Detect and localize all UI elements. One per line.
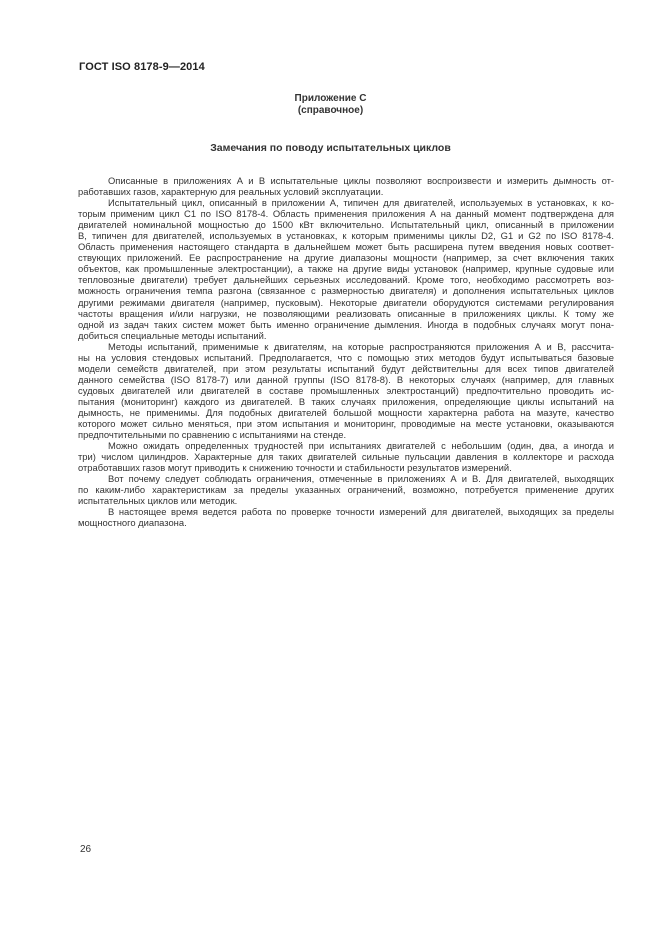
paragraph <box>78 197 614 341</box>
text-line: пытания (мониторинг) каждого из двигателей. В таких случаях приложения, определяющие циклы испытаний на <box>78 395 614 407</box>
section-title: Замечания по поводу испытательных циклов <box>210 142 451 154</box>
text-line: отработавших газов могут приводить к снижению точности и стабильности результатов измерений. <box>78 462 512 474</box>
text-line: Методы испытаний, применимые к двигателям, на которые распространяются приложения А и В, рассчита- <box>108 340 614 352</box>
paragraph <box>78 341 614 440</box>
text-line: дымность, не применимы. Для подобных двигателей большой мощности характерна работа на мазуте, качество <box>78 406 614 418</box>
paragraph <box>78 175 614 197</box>
text-line: Вот почему следует соблюдать ограничения, отмеченные в приложениях А и В. Для двигателей, выходящих <box>108 473 614 485</box>
text-line: ны на условия стендовых испытаний. Предполагается, что с помощью этих методов будут испытываться базовые <box>78 351 614 363</box>
text-line: по каким-либо характеристикам за пределы указанных ограничений, возможно, потребуется применение других <box>78 484 614 496</box>
page-number: 26 <box>80 844 92 855</box>
text-line: В настоящее время ведется работа по проверке точности измерений для двигателей, выходящих за пределы <box>108 506 614 518</box>
text-line: можность ограничения темпа разгона (связанное с размерностью двигателя) и дополнения испытательных циклов <box>78 285 614 297</box>
body-text <box>78 175 614 529</box>
annex-status: (справочное) <box>297 105 364 116</box>
paragraph <box>78 440 614 473</box>
text-line: В, типичен для двигателей, используемых в установках, к которым применимы циклы D2, G1 и G2 по ISO 8178-4. <box>78 230 614 242</box>
text-line: другими режимами двигателя (например, пусковым). Некоторые двигатели оборудуются системами регулирования <box>78 296 614 308</box>
annex-label: Приложение С <box>294 93 367 104</box>
paragraph <box>78 473 614 506</box>
text-line: модели семейств двигателей, при этом результаты испытаний будут действительны для всех типов двигателей <box>78 362 614 374</box>
text-line: Можно ожидать определенных трудностей при испытаниях двигателей с небольшим (один, два, а иногда и <box>108 440 614 452</box>
text-line: испытательных циклов или методик. <box>78 495 238 507</box>
text-line: Область применения настоящего стандарта в дальнейшем может быть расширена путем введения новых соответ- <box>78 241 614 253</box>
paragraph <box>78 506 614 528</box>
text-line: предпочтительными по сравнению с испытаниями на стенде. <box>78 429 347 441</box>
text-line: добиться специальные методы испытаний. <box>78 329 267 341</box>
text-line: Испытательный цикл, описанный в приложении А, типичен для двигателей, используемых в установках, к ко- <box>108 197 614 209</box>
text-line: двигателей номинальной мощностью до 1500 кВт включительно. Испытательный цикл, описанный в приложении <box>78 219 614 231</box>
text-line: работавших газов, характерную для реальных условий эксплуатации. <box>78 186 384 198</box>
text-line: тепловозные двигатели) требует дальнейших серьезных исследований. Кроме того, необходимо рассмотреть воз- <box>78 274 614 286</box>
text-line: судовых двигателей или двигателей в составе промышленных электростанций) предпочтительно проводить ис- <box>78 384 614 396</box>
standard-id-header: ГОСТ ISO 8178-9—2014 <box>79 61 205 73</box>
text-line: данного семейства (ISO 8178-7) или данной группы (ISO 8178-8). В некоторых случаях (например, для главных <box>78 373 614 385</box>
text-line: Описанные в приложениях А и В испытательные циклы позволяют воспроизвести и измерить дымность от- <box>108 175 614 186</box>
text-line: ствующих приложений. Ее распространение на другие диапазоны мощности (например, за счет включения таких <box>78 252 614 264</box>
text-line: объектов, как промышленные электростанции), а также на другие виды установок (например, крупные судовые или <box>78 263 614 275</box>
text-line: частоты вращения и/или нагрузки, не позволяющими реализовать описанные в приложениях циклы. К тому же <box>78 307 614 319</box>
text-line: мощностного диапазона. <box>78 517 187 529</box>
text-line: одной из задач таких систем может быть именно ограничение дымления. Иногда в подобных случаях могут пона- <box>78 318 614 330</box>
text-line: которого может сильно меняться, при этом испытания и мониторинг, проводимые на месте установки, оказываются <box>78 418 614 430</box>
text-line: торым применим цикл С1 по ISO 8178-4. Область применения приложения А на данный момент подтверждена для <box>78 208 614 220</box>
text-line: три) числом цилиндров. Характерные для таких двигателей сильные пульсации давления в коллекторе и расхода <box>78 451 614 463</box>
annex-heading <box>0 93 661 117</box>
